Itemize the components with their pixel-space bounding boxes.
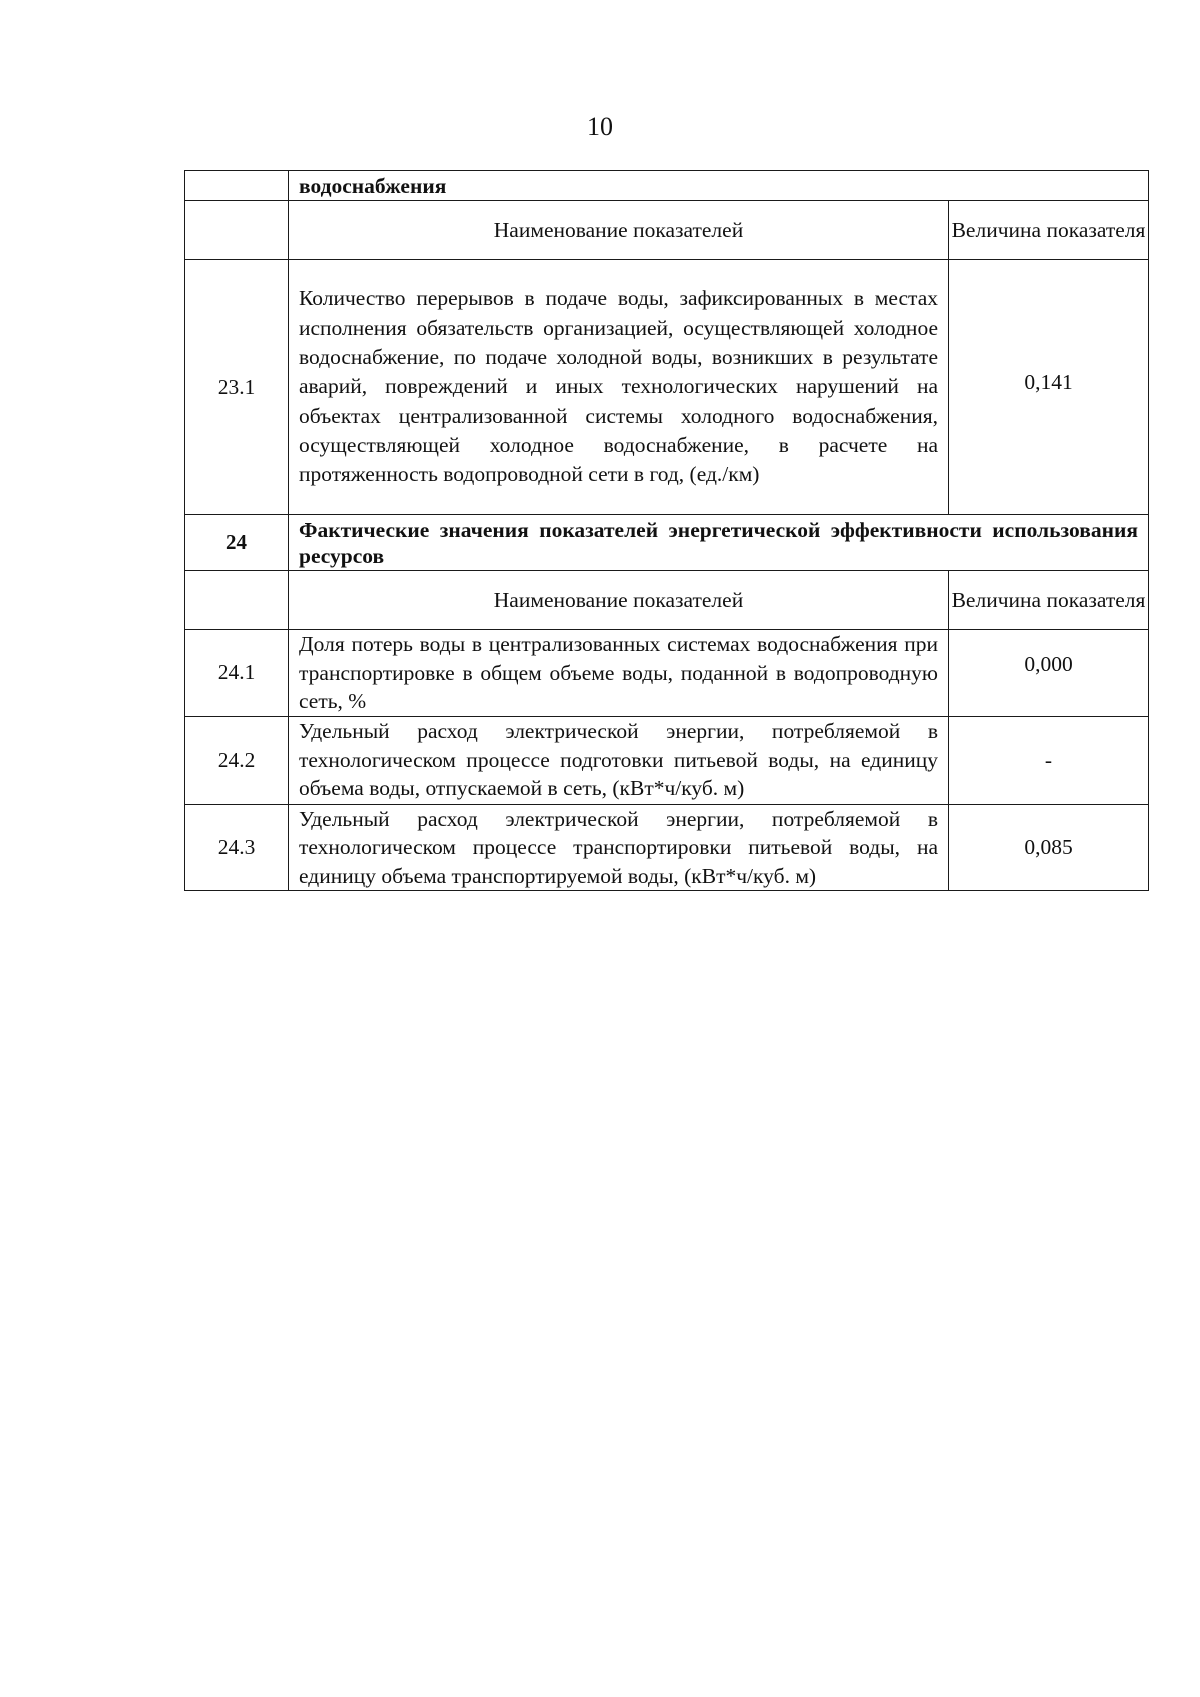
indicator-value: 0,085: [949, 804, 1149, 891]
indicator-name: Количество перерывов в подаче воды, зафиксированных в местах исполнения обязательств организацией, осуществляющей холодное водоснабжение, по подаче холодной воды, возникших в результате аварий, повреждений и иных технологических нарушений на объектах централизованной системы холодного водоснабжения, осуществляющей холодное водоснабжение, в расчете на протяженность водопроводной сети в год, (ед./км): [289, 260, 949, 515]
table-row: [185, 716, 1149, 804]
indicator-value: -: [949, 716, 1149, 804]
indicator-name: Доля потерь воды в централизованных системах водоснабжения при транспортировке в общем объеме воды, поданной в водопроводную сеть, %: [289, 630, 949, 717]
table-header-row: [185, 571, 1149, 630]
column-header-name: Наименование показателей: [289, 571, 949, 630]
row-number: 24.1: [185, 630, 289, 717]
empty-number-cell: [185, 201, 289, 260]
indicators-table: [184, 170, 1149, 891]
row-number: 24.2: [185, 716, 289, 804]
section-row: [185, 515, 1149, 571]
column-header-value: Величина показателя: [949, 201, 1149, 260]
table-row: [185, 171, 1149, 201]
indicator-name: Удельный расход электрической энергии, потребляемой в технологическом процессе подготовки питьевой воды, на единицу объема воды, отпускаемой в сеть, (кВт*ч/куб. м): [289, 716, 949, 804]
table-row: [185, 260, 1149, 515]
row-number: 23.1: [185, 260, 289, 515]
empty-number-cell: [185, 571, 289, 630]
indicator-name: Удельный расход электрической энергии, потребляемой в технологическом процессе транспортировки питьевой воды, на единицу объема транспортируемой воды, (кВт*ч/куб. м): [289, 804, 949, 891]
indicator-value: 0,000: [949, 630, 1149, 717]
section-title-continued: водоснабжения: [289, 171, 1149, 201]
section-title: Фактические значения показателей энергетической эффективности использования ресурсов: [289, 515, 1149, 571]
column-header-name: Наименование показателей: [289, 201, 949, 260]
table-row: [185, 804, 1149, 891]
column-header-value: Величина показателя: [949, 571, 1149, 630]
table-row: [185, 630, 1149, 717]
table-header-row: [185, 201, 1149, 260]
page-number: 10: [587, 112, 613, 141]
empty-number-cell: [185, 171, 289, 201]
indicator-value: 0,141: [949, 260, 1149, 515]
section-number: 24: [185, 515, 289, 571]
row-number: 24.3: [185, 804, 289, 891]
